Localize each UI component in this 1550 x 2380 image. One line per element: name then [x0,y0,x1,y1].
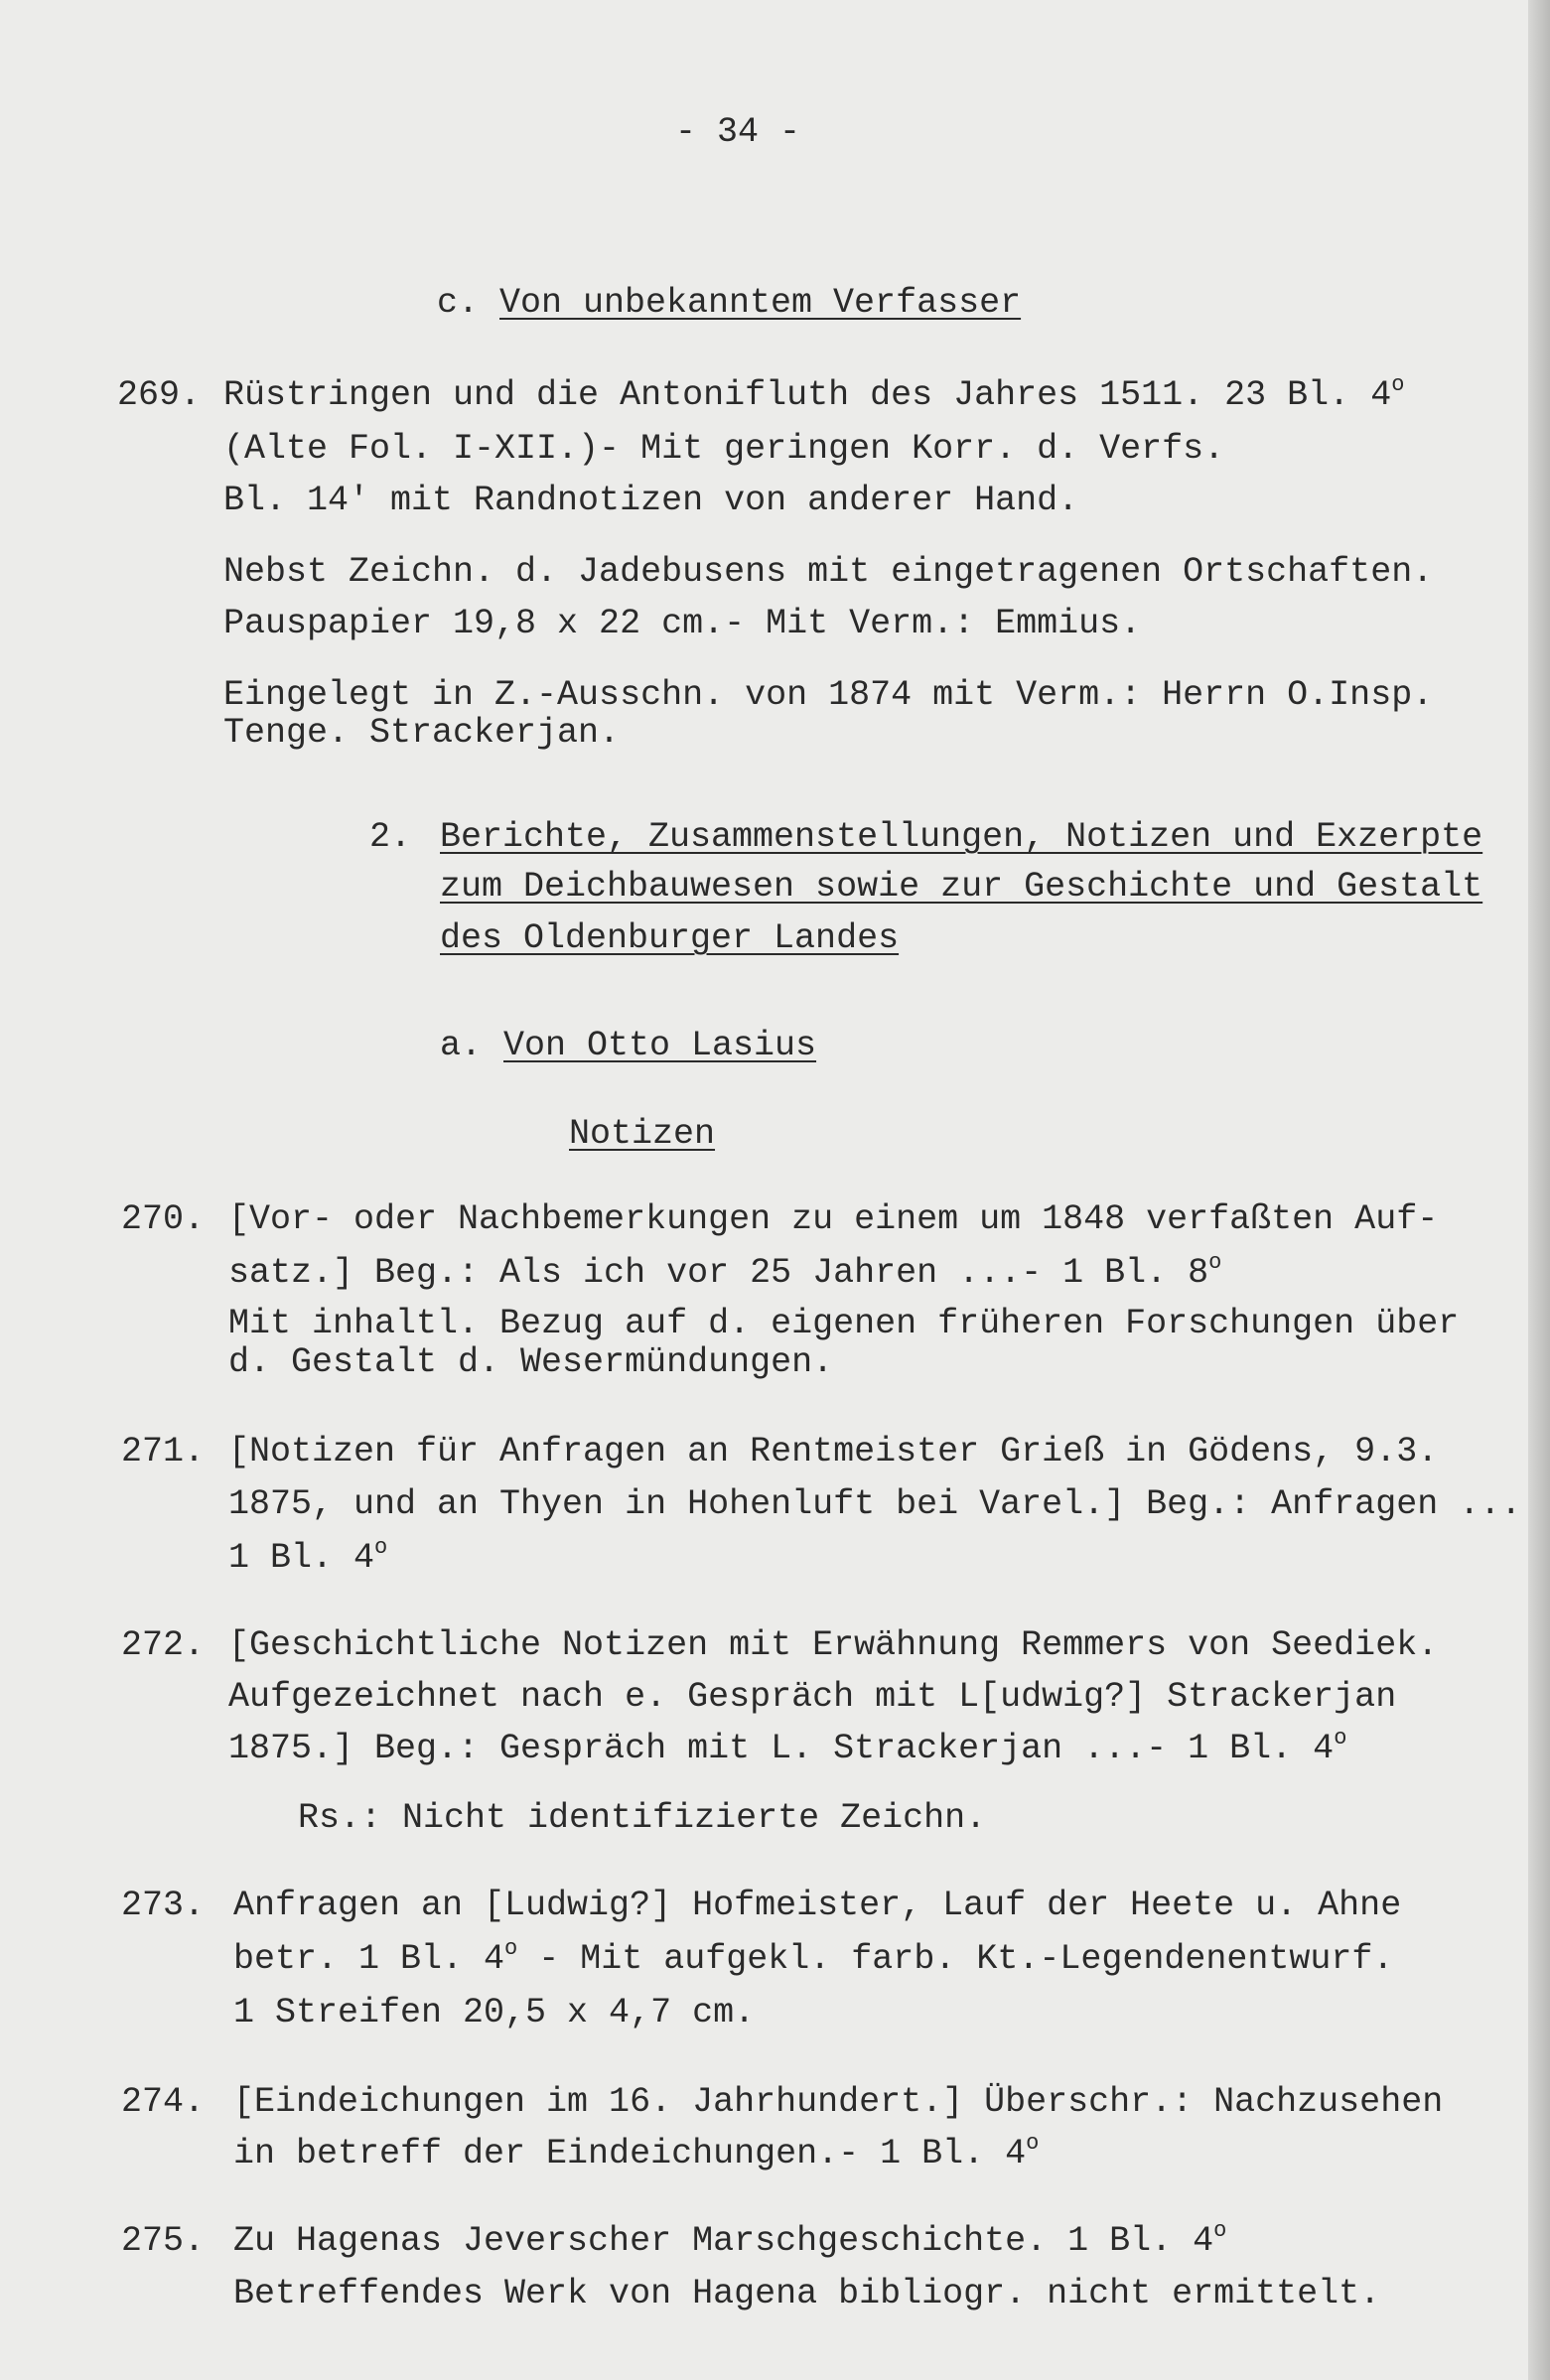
entry-274-line: in betreff der Eindeichungen.- 1 Bl. 4$^o$ [233,2131,1040,2173]
section-a-title: Von Otto Lasius [503,1026,817,1065]
entry-274-number: 274. [121,2082,206,2122]
entry-273-line: 1 Streifen 20,5 x 4,7 cm. [233,1993,756,2032]
section-a-letter: a. [440,1026,483,1065]
section-2-number: 2. [369,817,412,857]
entry-275-line: Betreffendes Werk von Hagena bibliogr. nicht ermittelt. [233,2274,1381,2313]
entry-270-number: 270. [121,1199,206,1239]
entry-269-line: Nebst Zeichn. d. Jadebusens mit eingetragenen Ortschaften. [223,552,1434,592]
entry-269-line: Tenge. Strackerjan. [223,713,621,753]
entry-271-number: 271. [121,1432,206,1471]
entry-270-line: [Vor- oder Nachbemerkungen zu einem um 1848 verfaßten Auf- [228,1199,1439,1239]
entry-269-line: Pauspapier 19,8 x 22 cm.- Mit Verm.: Emmius. [223,604,1142,643]
entry-269-line: Rüstringen und die Antonifluth des Jahres 1511. 23 Bl. 4$^o$ [223,372,1405,415]
section-c-title: Von unbekanntem Verfasser [499,283,1022,323]
section-c-letter: c. [437,283,480,323]
page-number: - 34 - [675,112,801,152]
entry-270-line: d. Gestalt d. Wesermündungen. [228,1342,834,1382]
entry-273-line: betr. 1 Bl. 4$^o$ - Mit aufgekl. farb. Kt.-Legendenentwurf. [233,1936,1394,1979]
entry-275-number: 275. [121,2221,206,2261]
entry-273-number: 273. [121,1886,206,1925]
entry-271-line: 1 Bl. 4$^o$ [228,1535,388,1578]
section-2-title-line: Berichte, Zusammenstellungen, Notizen und Exzerpte [440,817,1483,857]
entry-270-line: satz.] Beg.: Als ich vor 25 Jahren ...- 1 Bl. 8$^o$ [228,1250,1222,1293]
entry-272-line: [Geschichtliche Notizen mit Erwähnung Remmers von Seediek. [228,1625,1439,1665]
entry-269-line: (Alte Fol. I-XII.)- Mit geringen Korr. d. Verfs. [223,429,1225,469]
entry-274-line: [Eindeichungen im 16. Jahrhundert.] Überschr.: Nachzusehen [233,2082,1444,2122]
entry-275-line: Zu Hagenas Jeverscher Marschgeschichte. 1 Bl. 4$^o$ [233,2218,1227,2261]
entry-270-line: Mit inhaltl. Bezug auf d. eigenen früheren Forschungen über [228,1304,1460,1343]
entry-272-number: 272. [121,1625,206,1665]
page-edge-shadow [1528,0,1550,2380]
entry-272-line: Rs.: Nicht identifizierte Zeichn. [298,1798,987,1838]
section-2-title-line: des Oldenburger Landes [440,918,900,958]
entry-271-line: [Notizen für Anfragen an Rentmeister Grieß in Gödens, 9.3. [228,1432,1439,1471]
entry-272-line: 1875.] Beg.: Gespräch mit L. Strackerjan ...- 1 Bl. 4$^o$ [228,1726,1347,1768]
entry-271-line: 1875, und an Thyen in Hohenluft bei Varel.] Beg.: Anfragen ... [228,1484,1522,1524]
entry-269-line: Bl. 14' mit Randnotizen von anderer Hand. [223,481,1079,520]
entry-269-number: 269. [117,375,202,415]
entry-269-line: Eingelegt in Z.-Ausschn. von 1874 mit Verm.: Herrn O.Insp. [223,675,1434,715]
entry-273-line: Anfragen an [Ludwig?] Hofmeister, Lauf der Heete u. Ahne [233,1886,1402,1925]
entry-272-line: Aufgezeichnet nach e. Gespräch mit L[udwig?] Strackerjan [228,1677,1397,1717]
notizen-heading: Notizen [569,1114,716,1154]
section-2-title-line: zum Deichbauwesen sowie zur Geschichte und Gestalt [440,867,1483,907]
